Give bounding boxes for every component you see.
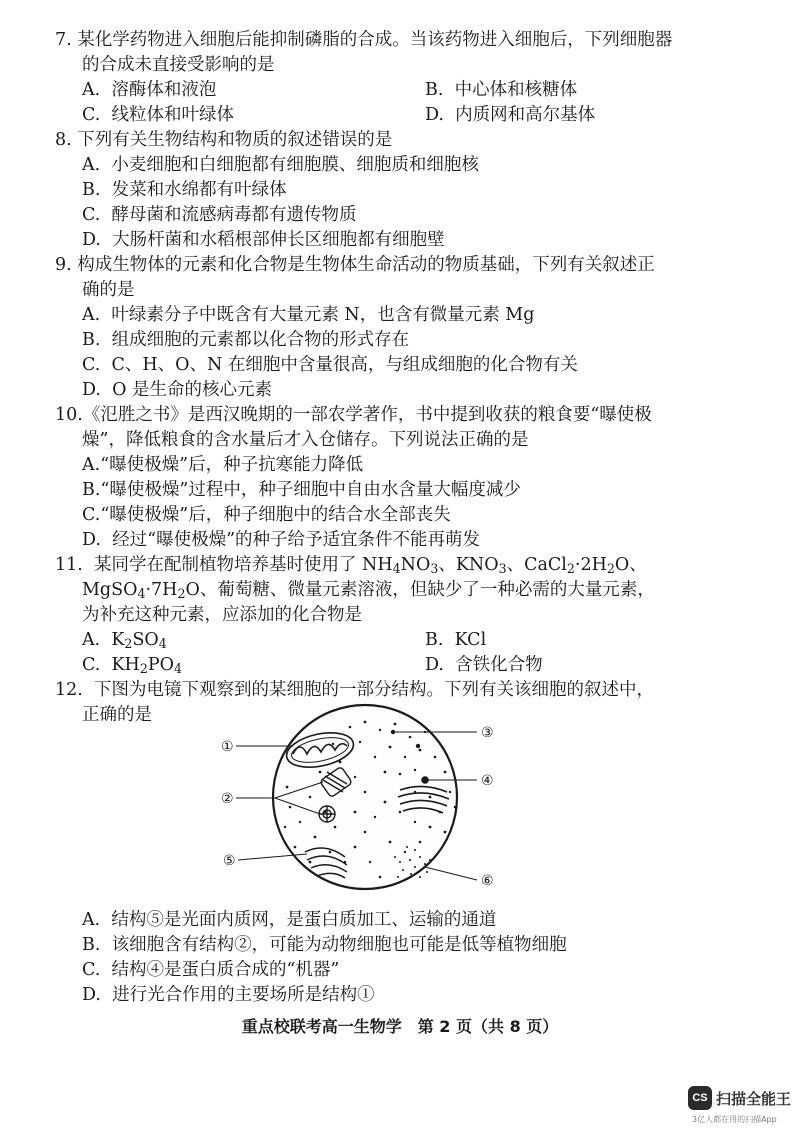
cell-diagram <box>215 702 515 902</box>
scanner-app-name: 扫描全能王 <box>716 1090 792 1108</box>
question-9-option-b: B. 组成细胞的元素都以化合物的形式存在 <box>82 330 410 350</box>
question-9-option-d: D. O 是生命的核心元素 <box>82 380 273 400</box>
question-7-stem: 7. 某化学药物进入细胞后能抑制磷脂的合成。当该药物进入细胞后，下列细胞器 <box>55 30 673 50</box>
question-12-stem-cont: 正确的是 <box>82 705 152 725</box>
question-8-option-a: A. 小麦细胞和白细胞都有细胞膜、细胞质和细胞核 <box>82 155 479 175</box>
question-7-option-b: B. 中心体和核糖体 <box>425 80 578 100</box>
question-8-option-d: D. 大肠杆菌和水稻根部伸长区细胞都有细胞壁 <box>82 230 445 250</box>
question-10-option-a: A.“曝使极燥”后，种子抗寒能力降低 <box>82 455 364 475</box>
question-11-option-a: A. $K_2SO_4$ <box>82 630 167 652</box>
question-12-option-c: C. 结构④是蛋白质合成的“机器” <box>82 960 340 980</box>
question-10-stem: 10.《氾胜之书》是西汉晚期的一部农学著作，书中提到收获的粮食要“曝使极 <box>55 405 652 425</box>
question-7-option-d: D. 内质网和高尔基体 <box>425 105 596 125</box>
question-9-option-a: A. 叶绿素分子中既含有大量元素 N，也含有微量元素 Mg <box>82 305 535 325</box>
question-9-option-c: C. C、H、O、N 在细胞中含量很高，与组成细胞的化合物有关 <box>82 355 578 375</box>
label-3: ③ <box>481 725 494 741</box>
question-12-option-d: D. 进行光合作用的主要场所是结构① <box>82 985 375 1005</box>
question-10-option-d: D. 经过“曝使极燥”的种子给予适宜条件不能再萌发 <box>82 530 481 550</box>
question-7-option-a: A. 溶酶体和液泡 <box>82 80 217 100</box>
question-7-option-c: C. 线粒体和叶绿体 <box>82 105 234 125</box>
page-footer: 重点校联考高一生物学 第 2 页（共 8 页） <box>241 1017 559 1036</box>
question-9-stem-cont: 确的是 <box>82 280 135 300</box>
label-4: ④ <box>481 773 494 789</box>
question-11-stem-cont: $MgSO_4\cdot 7H_2O$、葡萄糖、微量元素溶液，但缺少了一种必需的大量元素， <box>82 580 655 602</box>
question-11-stem-cont2: 为补充这种元素，应添加的化合物是 <box>82 605 362 625</box>
question-8-stem: 8. 下列有关生物结构和物质的叙述错误的是 <box>55 130 393 150</box>
question-10-option-c: C.“曝使极燥”后，种子细胞中的结合水全部丧失 <box>82 505 451 525</box>
question-11-stem: 11. 某同学在配制植物培养基时使用了 $NH_4NO_3$、$KNO_3$、$CaCl_2\cdot 2H_2O$、 <box>55 555 647 577</box>
label-1: ① <box>221 739 234 755</box>
question-12-option-b: B. 该细胞含有结构②，可能为动物细胞也可能是低等植物细胞 <box>82 935 567 955</box>
label-2: ② <box>221 791 234 807</box>
question-11-option-b: B. KCl <box>425 630 487 650</box>
question-11-option-c: C. $KH_2PO_4$ <box>82 655 182 677</box>
question-10-stem-cont: 燥”，降低粮食的含水量后才入仓储存。下列说法正确的是 <box>82 430 529 450</box>
question-12-option-a: A. 结构⑤是光面内质网，是蛋白质加工、运输的通道 <box>82 910 497 930</box>
scanner-tagline: 3亿人都在用的扫描App <box>692 1115 777 1124</box>
question-8-option-c: C. 酵母菌和流感病毒都有遗传物质 <box>82 205 357 225</box>
question-11-option-d: D. 含铁化合物 <box>425 655 543 675</box>
question-9-stem: 9. 构成生物体的元素和化合物是生物体生命活动的物质基础，下列有关叙述正 <box>55 255 655 275</box>
label-5: ⑤ <box>223 853 236 869</box>
question-12-stem: 12. 下图为电镜下观察到的某细胞的一部分结构。下列有关该细胞的叙述中， <box>55 680 654 700</box>
scanner-logo-icon: CS <box>688 1086 712 1110</box>
scanner-watermark <box>688 1086 798 1130</box>
question-8-option-b: B. 发菜和水绵都有叶绿体 <box>82 180 287 200</box>
question-7-stem-cont: 的合成未直接受影响的是 <box>82 55 275 75</box>
label-6: ⑥ <box>481 873 494 889</box>
question-10-option-b: B.“曝使极燥”过程中，种子细胞中自由水含量大幅度减少 <box>82 480 521 500</box>
